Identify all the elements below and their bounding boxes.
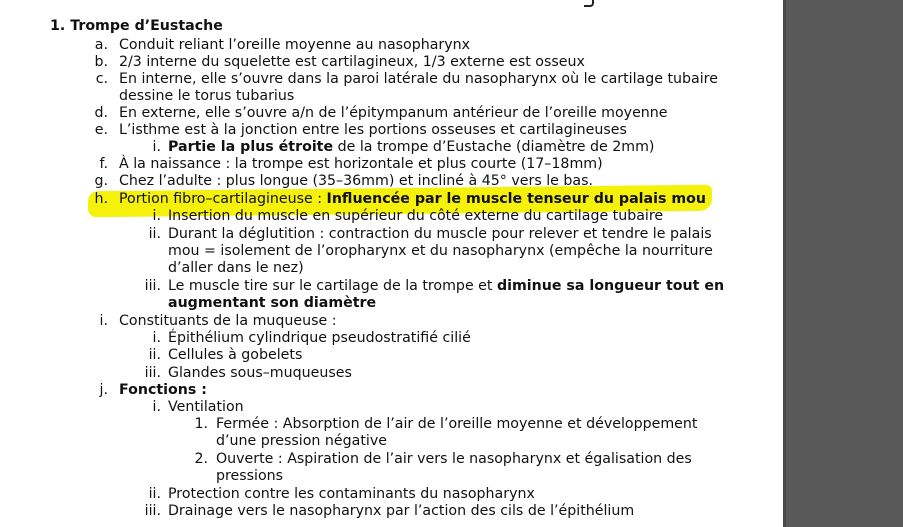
item-i-ii: Cellules à gobelets [168, 347, 303, 363]
item-j-i-1-line2: d’une pression négative [216, 433, 387, 449]
marker-i-ii: ii. [148, 347, 161, 363]
item-i-i: Épithélium cylindrique pseudostratifié cilié [168, 330, 471, 346]
item-h-ii-line2: mou = isolement de l’oropharynx et du nasopharynx (empêche la nourriture [168, 243, 713, 259]
item-d: En externe, elle s’ouvre a/n de l’épitympanum antérieur de l’oreille moyenne [119, 105, 668, 121]
item-h-iii-plain: Le muscle tire sur le cartilage de la trompe et [168, 278, 497, 294]
item-j-i-2-line1: Ouverte : Aspiration de l’air vers le nasopharynx et égalisation des [216, 451, 692, 467]
item-j-ii: Protection contre les contaminants du nasopharynx [168, 486, 535, 502]
section-title: 1. Trompe d’Eustache [50, 18, 223, 34]
marker-i: i. [99, 313, 108, 329]
item-j: Fonctions : [119, 382, 207, 398]
marker-h: h. [94, 191, 108, 207]
item-e-i [168, 139, 654, 157]
marker-j-i-2: 2. [194, 451, 208, 467]
item-h-bold: Influencée par le muscle tenseur du palais mou [326, 191, 706, 207]
item-h [119, 191, 706, 209]
marker-h-i: i. [152, 208, 161, 224]
item-j-i: Ventilation [168, 399, 244, 415]
marker-j-i: i. [152, 399, 161, 415]
item-h-plain: Portion fibro–cartilagineuse : [119, 191, 327, 207]
item-c-line1: En interne, elle s’ouvre dans la paroi latérale du nasopharynx où le cartilage tubaire [119, 71, 718, 87]
marker-g: g. [94, 173, 108, 189]
marker-c: c. [95, 71, 108, 87]
marker-e: e. [94, 122, 108, 138]
item-h-i: Insertion du muscle en supérieur du côté externe du cartilage tubaire [168, 208, 664, 224]
marker-d: d. [94, 105, 108, 121]
marker-b: b. [94, 54, 108, 70]
item-i: Constituants de la muqueuse : [119, 313, 337, 329]
item-h-iii-bold: diminue sa longueur tout en [496, 278, 725, 294]
item-h-ii-line3: d’aller dans le nez) [168, 260, 304, 276]
page-shadow [783, 0, 786, 527]
item-e-i-rest: de la trompe d’Eustache (diamètre de 2mm) [333, 139, 655, 155]
marker-h-ii: ii. [148, 226, 161, 242]
marker-i-i: i. [152, 330, 161, 346]
item-i-iii: Glandes sous–muqueuses [168, 365, 352, 381]
item-j-i-2-line2: pressions [216, 468, 284, 484]
item-e-i-bold: Partie la plus étroite [168, 139, 334, 155]
item-c-line2: dessine le torus tubarius [119, 88, 295, 104]
item-h-iii-line1 [168, 278, 724, 296]
marker-i-iii: iii. [144, 365, 161, 381]
page-top-fragment [584, 0, 594, 7]
marker-j-i-1: 1. [194, 416, 208, 432]
marker-a: a. [94, 37, 108, 53]
viewer-background [783, 0, 903, 527]
item-h-ii-line1: Durant la déglutition : contraction du muscle pour relever et tendre le palais [168, 226, 712, 242]
marker-h-iii: iii. [144, 278, 161, 294]
item-j-i-1-line1: Fermée : Absorption de l’air de l’oreille moyenne et développement [216, 416, 698, 432]
item-a: Conduit reliant l’oreille moyenne au nasopharynx [119, 37, 471, 53]
item-e: L’isthme est à la jonction entre les portions osseuses et cartilagineuses [119, 122, 627, 138]
item-h-iii-line2: augmentant son diamètre [168, 295, 377, 311]
item-g: Chez l’adulte : plus longue (35–36mm) et incliné à 45° vers le bas. [119, 173, 594, 189]
item-f: À la naissance : la trompe est horizontale et plus courte (17–18mm) [119, 156, 603, 172]
marker-f: f. [99, 156, 108, 172]
item-b: 2/3 interne du squelette est cartilagineux, 1/3 externe est osseux [119, 54, 585, 70]
marker-j-iii: iii. [144, 503, 161, 519]
marker-j-ii: ii. [148, 486, 161, 502]
item-j-iii: Drainage vers le nasopharynx par l’action des cils de l’épithélium [168, 503, 635, 519]
marker-e-i: i. [152, 139, 161, 155]
marker-j: j. [99, 382, 108, 398]
